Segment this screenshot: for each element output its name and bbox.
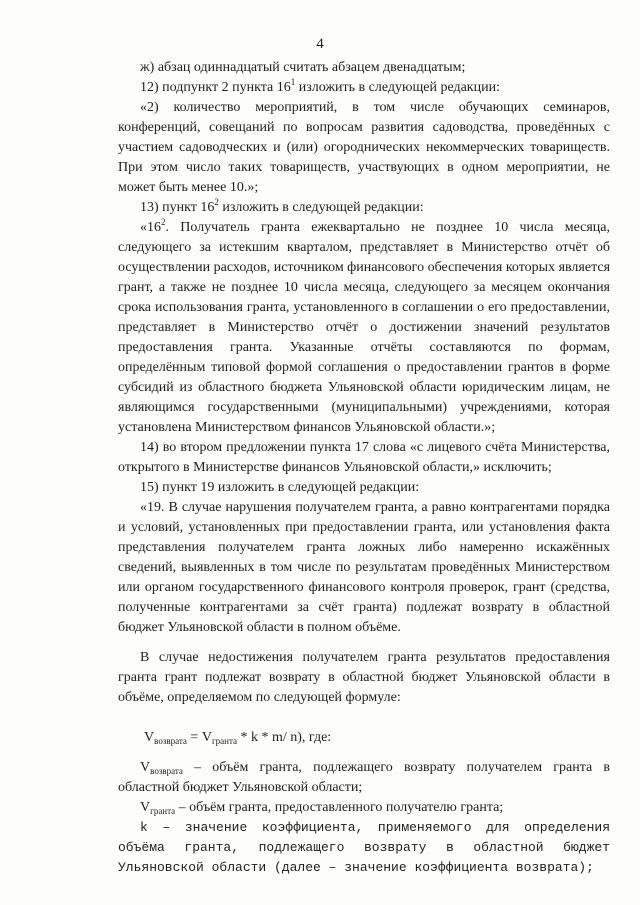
definition-v-grant (118, 798, 610, 818)
paragraph-quote-16-2 (118, 218, 610, 438)
subscript: возврата (150, 766, 183, 776)
subscript: гранта (150, 806, 176, 816)
paragraph-item-13 (118, 198, 610, 218)
formula-sub: возврата (154, 736, 187, 746)
formula (118, 728, 610, 748)
text: 15) пункт 19 изложить в следующей редакции: (140, 480, 420, 495)
text: изложить в следующей редакции: (218, 200, 424, 215)
text: 12) подпункт 2 пункта 16 (140, 80, 291, 95)
spacer (118, 718, 610, 728)
paragraph-quote-2 (118, 98, 610, 198)
spacer (118, 748, 610, 758)
superscript: 2 (161, 217, 166, 227)
text: V (140, 760, 151, 775)
definition-k (118, 818, 610, 878)
formula-eq: = V (186, 730, 212, 745)
text: 14) во втором предложении пункта 17 слова «с лицевого счёта Министерства, открытого в Министерстве финансов Ульяновской области,» исключить; (118, 440, 610, 475)
text: – объём гранта, подлежащего возврату получателем гранта в областной бюджет Ульяновской области; (118, 760, 610, 795)
spacer (118, 708, 610, 718)
document-body (118, 58, 610, 878)
paragraph-item-12 (118, 78, 610, 98)
text: ж) абзац одиннадцатый считать абзацем двенадцатым; (140, 60, 466, 75)
text: В случае недостижения получателем гранта результатов предоставления гранта грант подлежат возврату в областной бюджет Ульяновской области в объёме, определяемом по следующей формуле: (118, 650, 610, 705)
paragraph-shortfall (118, 648, 610, 708)
text: . Получатель гранта ежеквартально не позднее 10 числа месяца, следующего за истекшим кварталом, представляет в Министерство отчёт об осуществлении расходов, источником финансового обеспечения которых является грант, а также не позднее 10 числа месяца, следующего за месяцем окончания срока использования гранта, установленного в соглашении о его предоставлении, представляет в Министерство отчёт о достижении значений результатов предоставления гранта. Указанные отчёты составляются по формам, определённым типовой формой соглашения о предоставлении грантов в форме субсидий из областного бюджета Ульяновской области юридическим лицам, не являющимся государственными (муниципальными) учреждениями, которая установлена Министерством финансов Ульяновской области.»; (118, 220, 611, 435)
text: «16 (140, 220, 161, 235)
spacer (118, 638, 610, 648)
text: – объём гранта, предоставленного получателю гранта; (175, 800, 504, 815)
paragraph-item-zh (118, 58, 610, 78)
text: 13) пункт 16 (140, 200, 215, 215)
text: k – значение коэффициента, применяемого для определения объёма гранта, подлежащего возврату в областной бюджет Ульяновской области (далее – значение коэффициента возврата); (118, 820, 610, 875)
formula-v: V (144, 730, 155, 745)
text: V (140, 800, 151, 815)
paragraph-item-15 (118, 478, 610, 498)
formula-sub: гранта (211, 736, 237, 746)
text: «19. В случае нарушения получателем гранта, а равно контрагентами порядка и условий, установленных при предоставлении гранта, или установления факта представления получателем гранта ложных либо намеренно искажённых сведений, выявленных в том числе по результатам проведённых Министерством или органом государственного финансового контроля проверок, грант (средства, полученные контрагентами за счёт гранта) подлежат возврату в областной бюджет Ульяновской области в полном объёме. (118, 500, 610, 635)
text: «2) количество мероприятий, в том числе обучающих семинаров, конференций, совещаний по вопросам развития садоводства, проведённых с участием садоводческих и (или) огороднических некоммерческих товариществ. При этом число таких товариществ, участвующих в одном мероприятии, не может быть менее 10.»; (118, 100, 610, 195)
formula-rest: * k * m/ n), где: (236, 730, 332, 745)
page-number: 4 (316, 36, 324, 52)
paragraph-item-14 (118, 438, 610, 478)
text: изложить в следующей редакции: (295, 80, 500, 95)
superscript: 1 (290, 77, 296, 87)
definition-v-return (118, 758, 610, 798)
paragraph-quote-19 (118, 498, 610, 638)
superscript: 2 (214, 197, 219, 207)
